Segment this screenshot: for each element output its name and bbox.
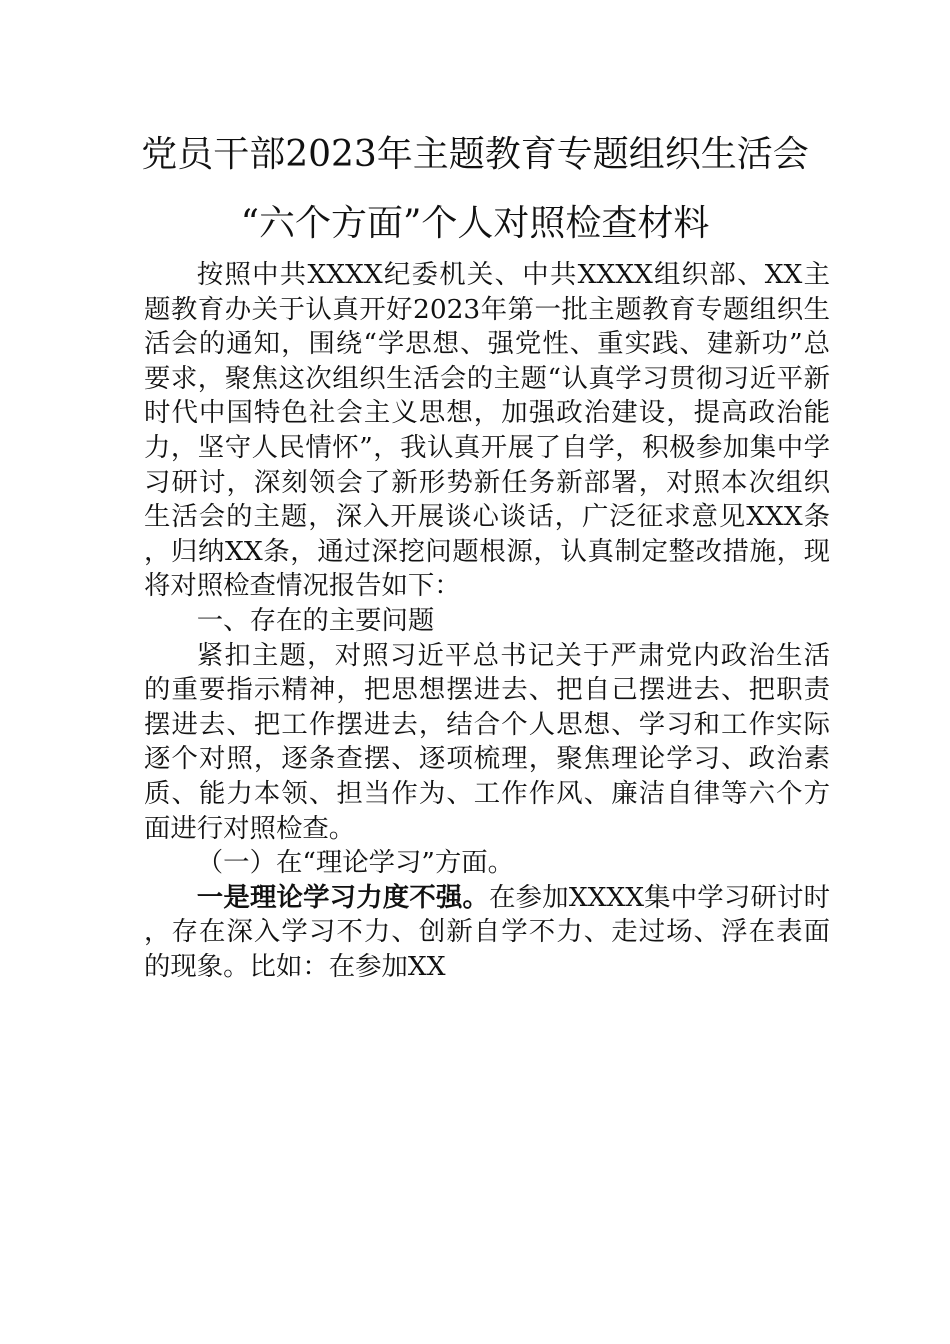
- document-title-line-2: “六个方面”个人对照检查材料: [240, 203, 710, 244]
- document-body: [144, 258, 830, 984]
- paragraph-theory-study-text: 在参加XXXX集中学习研讨时，存在深入学习不力、创新自学不力、走过场、浮在表面的现象。比如：在参加XX: [144, 881, 830, 982]
- paragraph-theory-study: [144, 881, 830, 985]
- paragraph-bold-lead: 一是理论学习力度不强。: [196, 881, 490, 913]
- paragraph-intro: 按照中共XXXX纪委机关、中共XXXX组织部、XX主题教育办关于认真开好2023年第一批主题教育专题组织生活会的通知，围绕“学思想、强党性、重实践、建新功”总要求，聚焦这次组织生活会的主题“认真学习贯彻习近平新时代中国特色社会主义思想，加强政治建设，提高政治能力，坚守人民情怀”，我认真开展了自学，积极参加集中学习研讨，深刻领会了新形势新任务新部署，对照本次组织生活会的主题，深入开展谈心谈话，广泛征求意见XXX条，归纳XX条，通过深挖问题根源，认真制定整改措施，现将对照检查情况报告如下：: [144, 259, 830, 602]
- paragraph-overview: 紧扣主题，对照习近平总书记关于严肃党内政治生活的重要指示精神，把思想摆进去、把自己摆进去、把职责摆进去、把工作摆进去，结合个人思想、学习和工作实际逐个对照，逐条查摆、逐项梳理，聚焦理论学习、政治素质、能力本领、担当作为、工作作风、廉洁自律等六个方面进行对照检查。: [144, 639, 830, 844]
- document-title-line-1: 党员干部2023年主题教育专题组织生活会: [141, 134, 809, 175]
- section-heading-problems: 一、存在的主要问题: [196, 604, 435, 636]
- subsection-heading-theory-study: （一）在“理论学习”方面。: [196, 847, 515, 879]
